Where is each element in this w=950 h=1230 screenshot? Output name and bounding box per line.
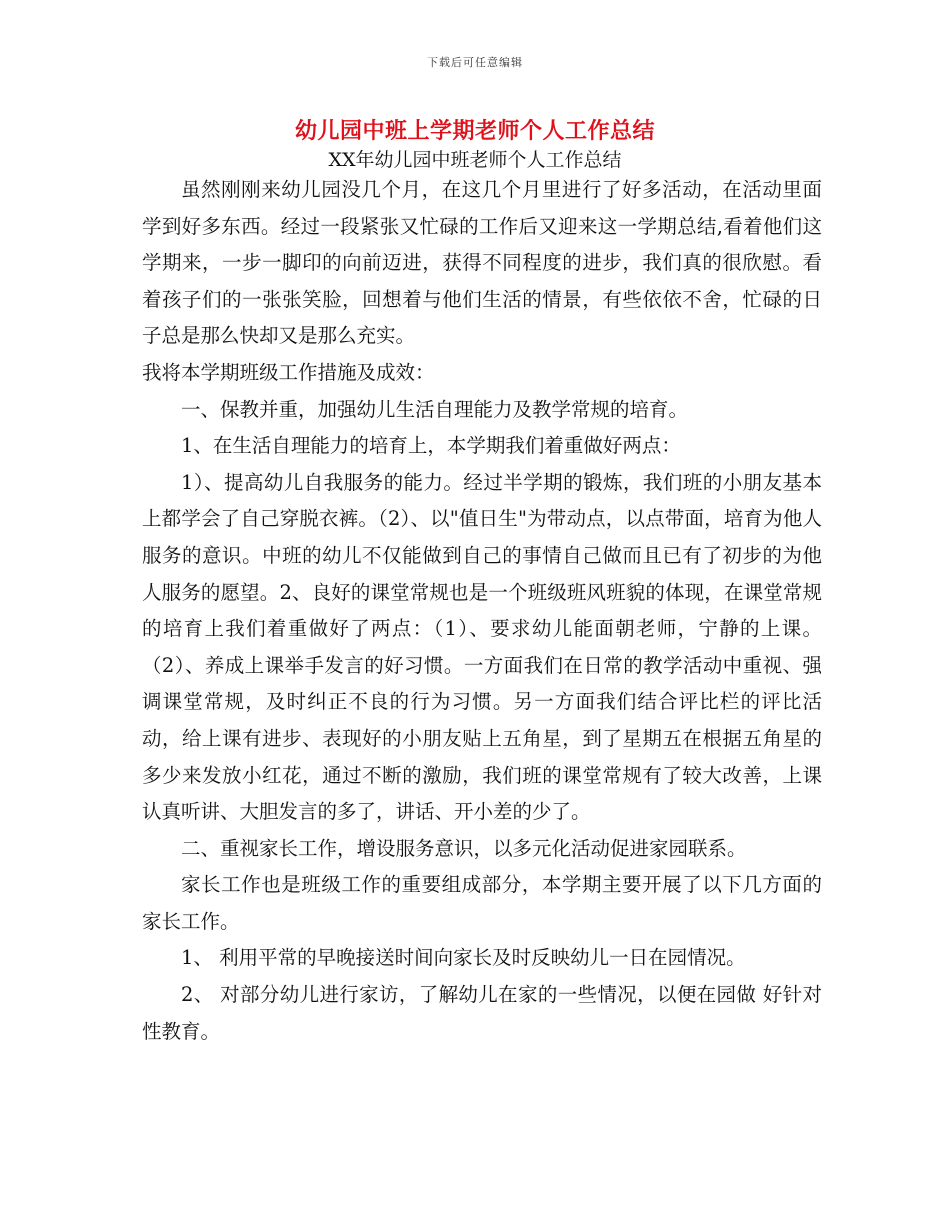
paragraph-section-2-heading: 二、重视家长工作，增设服务意识，以多元化活动促进家园联系。 [181, 836, 747, 860]
paragraph-item-1: 1、在生活自理能力的培育上，本学期我们着重做好两点： [181, 434, 681, 458]
page-header-note: 下载后可任意编辑 [427, 56, 523, 69]
paragraph-section-1-heading: 一、保教并重，加强幼儿生活自理能力及教学常规的培育。 [181, 397, 689, 421]
paragraph-item-1-detail: 1）、提高幼儿自我服务的能力。经过半学期的锻炼，我们班的小朋友基本上都学会了自己穿脱衣裤。（2）、以"值日生"为带动点，以点带面，培育为他人服务的意识。中班的幼儿不仅能做到自己的事情自己做而且已有了初步的为他人服务的愿望。2、良好的课堂常规也是一个班级班风班貌的体现，在课堂常规的培育上我们着重做好了两点：（1）、要求幼儿能面朝老师，宁静的上课。（2）、养成上课举手发言的好习惯。一方面我们在日常的教学活动中重视、强调课堂常规，及时纠正不良的行为习惯。另一方面我们结合评比栏的评比活动，给上课有进步、表现好的小朋友贴上五角星，到了星期五在根据五角星的多少来发放小红花，通过不断的激励，我们班的课堂常规有了较大改善，上课认真听讲、大胆发言的多了，讲话、开小差的少了。 [142, 470, 822, 824]
paragraph-parent-item-1: 1、 利用平常的早晚接送时间向家长及时反映幼儿一日在园情况。 [181, 946, 746, 970]
document-body [142, 172, 822, 1050]
paragraph-parent-work: 家长工作也是班级工作的重要组成部分，本学期主要开展了以下几方面的家长工作。 [142, 873, 822, 933]
document-title: 幼儿园中班上学期老师个人工作总结 [294, 119, 655, 144]
document-subtitle: XX年幼儿园中班老师个人工作总结 [328, 149, 622, 171]
paragraph-intro: 虽然刚刚来幼儿园没几个月，在这几个月里进行了好多活动，在活动里面学到好多东西。经过一段紧张又忙碌的工作后又迎来这一学期总结,看着他们这学期来，一步一脚印的向前迈进，获得不同程度的进步，我们真的很欣慰。看着孩子们的一张张笑脸，回想着与他们生活的情景，有些依依不舍，忙碌的日子总是那么快却又是那么充实。 [142, 178, 822, 348]
paragraph-measures-intro: 我将本学期班级工作措施及成效： [142, 360, 435, 384]
paragraph-parent-item-2: 2、 对部分幼儿进行家访，了解幼儿在家的一些情况，以便在园做 好针对性教育。 [142, 983, 822, 1043]
